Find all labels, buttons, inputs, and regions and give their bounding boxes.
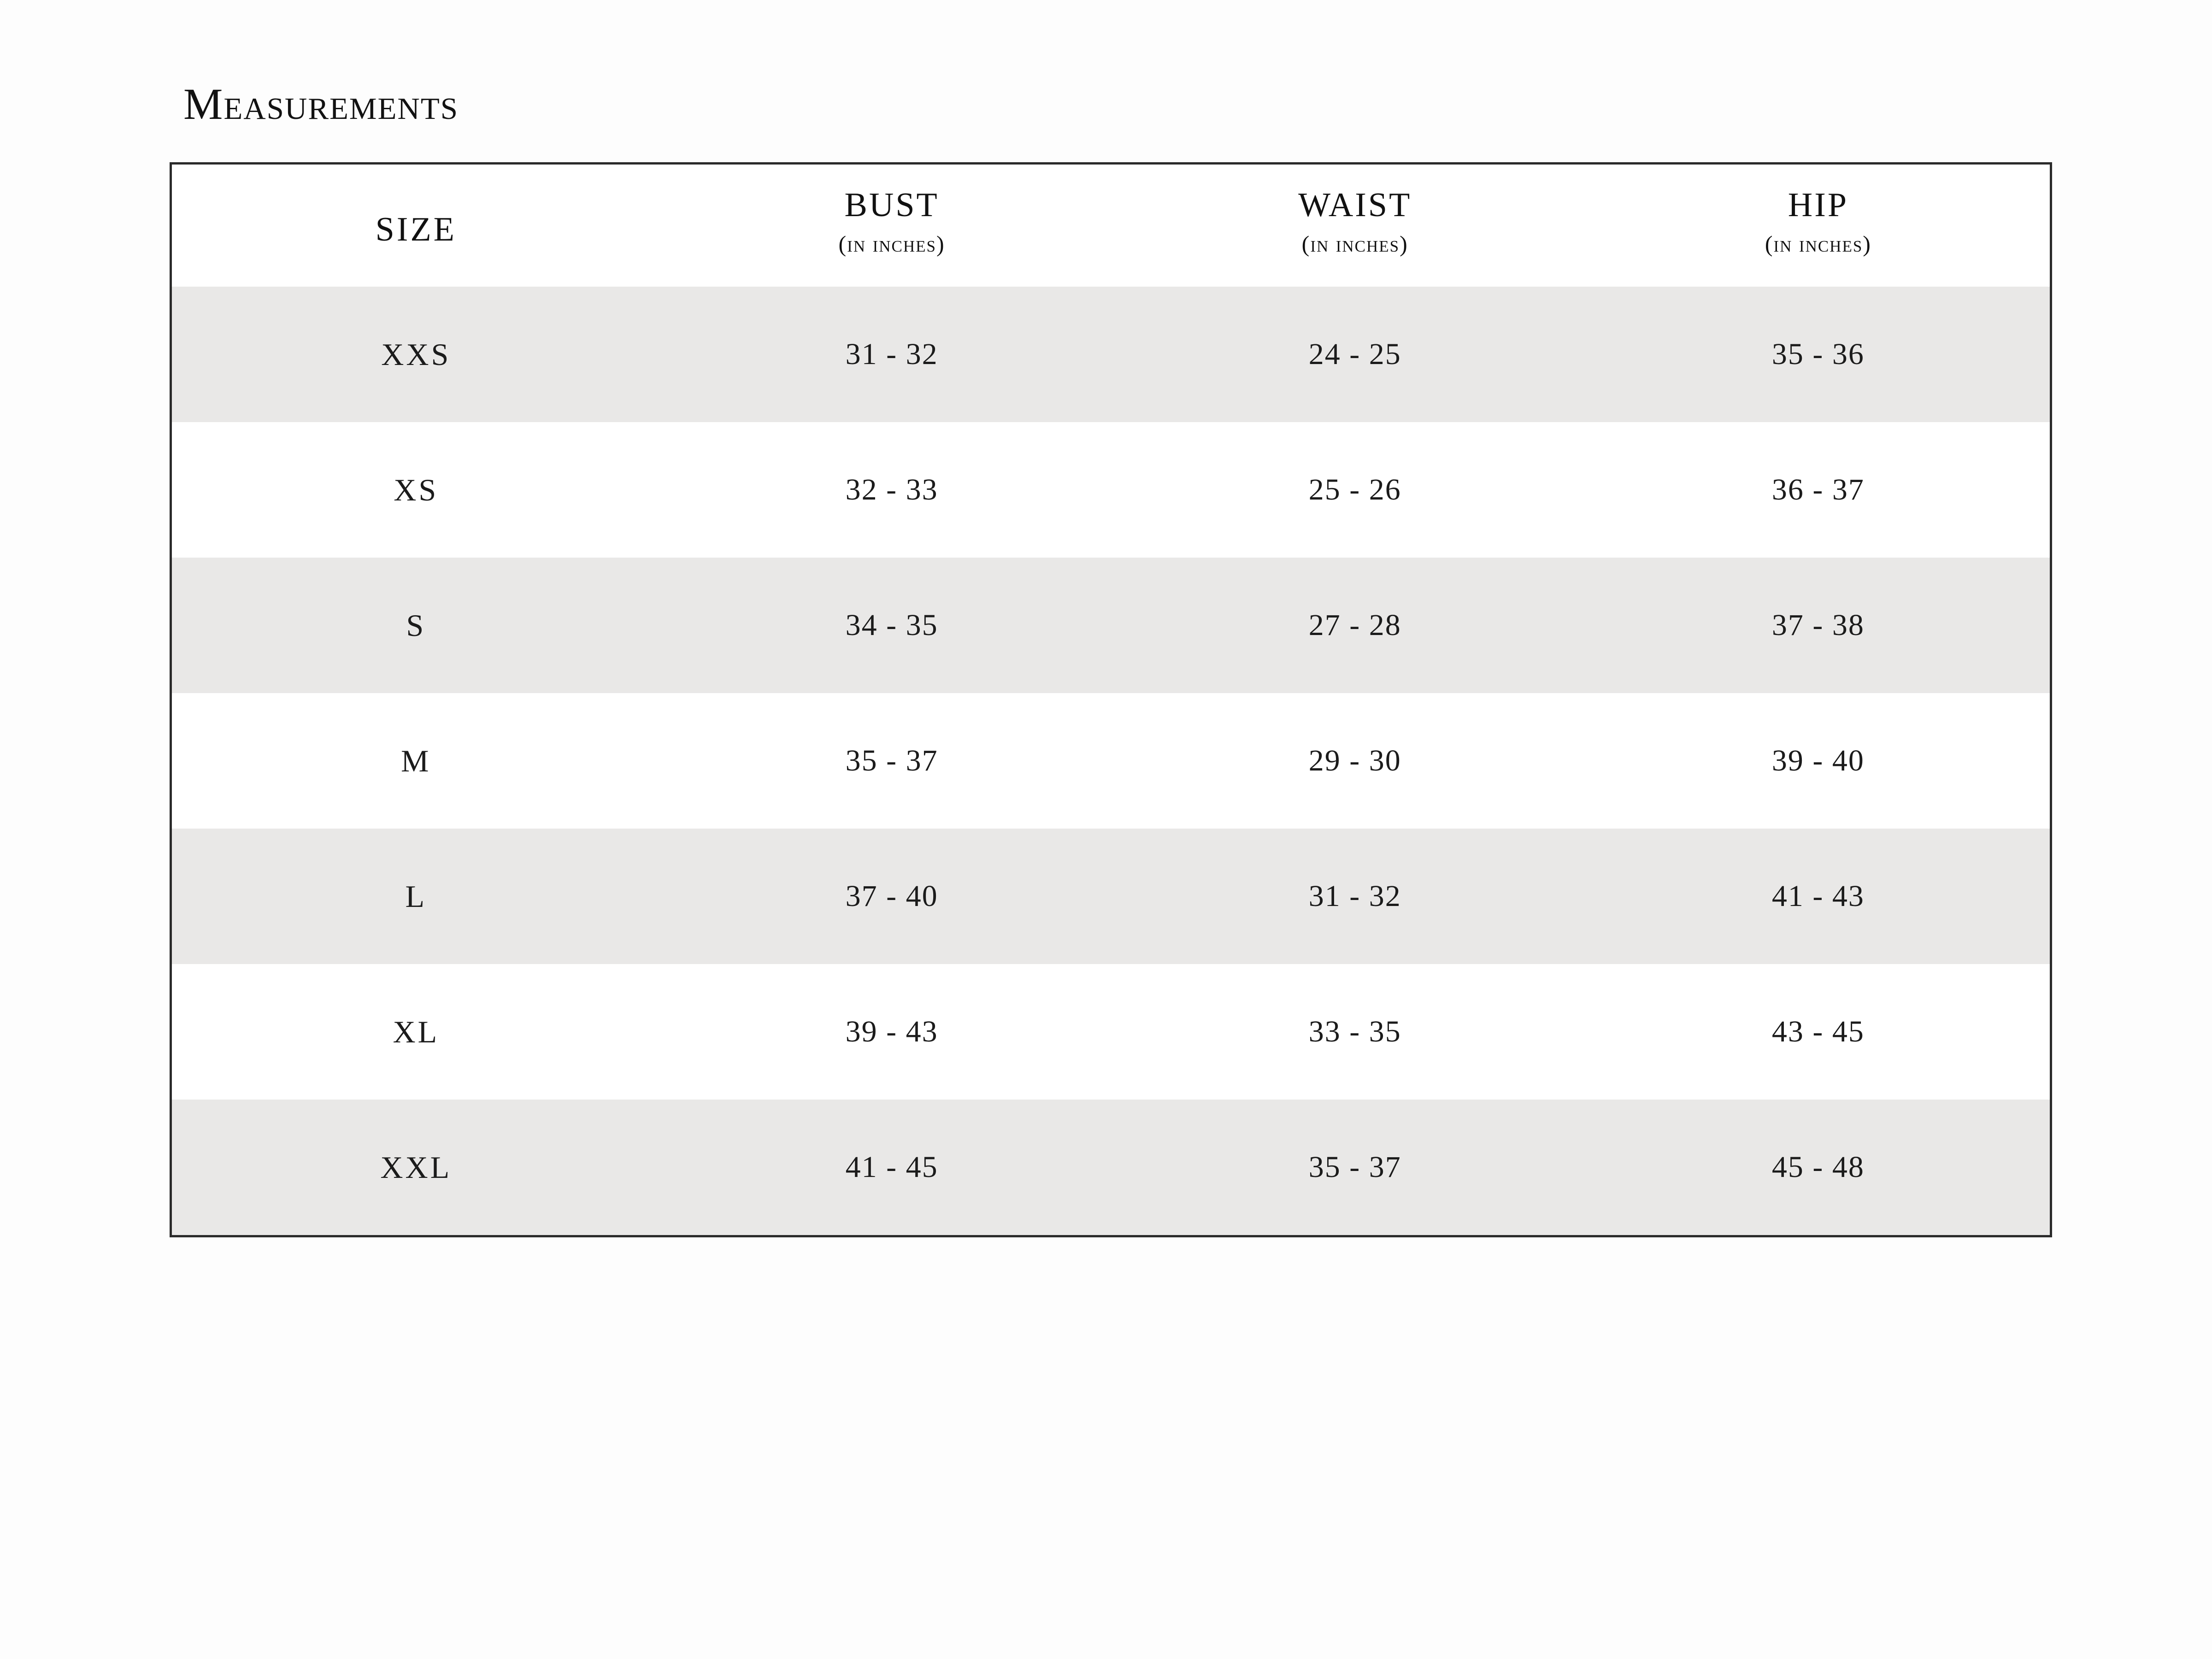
value-bust: 32 - 33 [845,473,938,507]
column-header-bust-unit: (in inches) [838,231,945,257]
value-bust: 35 - 37 [845,744,938,778]
table-row [172,964,2050,1100]
column-header-size [172,165,660,287]
cell-waist [1124,422,1587,558]
cell-hip [1587,422,2050,558]
value-size: L [405,878,427,914]
value-hip: 41 - 43 [1771,879,1865,913]
column-header-waist-unit: (in inches) [1301,231,1408,257]
cell-size [172,964,660,1100]
value-size: XS [394,472,439,507]
table-row [172,1100,2050,1235]
cell-bust [660,1100,1124,1235]
table-row [172,422,2050,558]
column-header-hip-label: HIP [1788,186,1849,224]
cell-waist [1124,693,1587,829]
cell-bust [660,693,1124,829]
table-row [172,693,2050,829]
cell-bust [660,964,1124,1100]
cell-waist [1124,1100,1587,1235]
value-bust: 34 - 35 [845,608,938,642]
value-size: XXL [380,1149,452,1185]
cell-size [172,693,660,829]
value-hip: 45 - 48 [1771,1150,1865,1184]
value-bust: 37 - 40 [845,879,938,913]
value-waist: 24 - 25 [1308,337,1401,371]
value-hip: 36 - 37 [1771,473,1865,507]
cell-bust [660,558,1124,693]
table-row [172,558,2050,693]
table-body [172,287,2050,1235]
value-waist: 29 - 30 [1308,744,1401,778]
table-header [172,165,2050,287]
cell-size [172,422,660,558]
value-waist: 33 - 35 [1308,1015,1401,1049]
cell-size [172,1100,660,1235]
page-title: Measurements [183,79,459,129]
cell-bust [660,829,1124,964]
table-row [172,829,2050,964]
cell-bust [660,422,1124,558]
cell-waist [1124,287,1587,422]
value-hip: 39 - 40 [1771,744,1865,778]
column-header-waist-label: WAIST [1298,186,1412,224]
column-header-bust-label: BUST [844,186,939,224]
value-bust: 41 - 45 [845,1150,938,1184]
column-header-waist [1124,165,1587,287]
value-size: XL [393,1014,440,1049]
cell-waist [1124,829,1587,964]
value-bust: 31 - 32 [845,337,938,371]
value-size: M [401,743,431,778]
value-bust: 39 - 43 [845,1015,938,1049]
column-header-hip [1587,165,2050,287]
value-waist: 31 - 32 [1308,879,1401,913]
cell-hip [1587,693,2050,829]
cell-size [172,558,660,693]
cell-bust [660,287,1124,422]
value-size: XXS [381,336,451,372]
cell-waist [1124,964,1587,1100]
cell-size [172,829,660,964]
value-hip: 35 - 36 [1771,337,1865,371]
cell-hip [1587,964,2050,1100]
column-header-size-label: SIZE [375,211,457,248]
table-row [172,287,2050,422]
column-header-hip-unit: (in inches) [1765,231,1871,257]
cell-hip [1587,1100,2050,1235]
measurements-table [172,165,2050,1235]
value-waist: 35 - 37 [1308,1150,1401,1184]
cell-size [172,287,660,422]
cell-hip [1587,829,2050,964]
value-hip: 37 - 38 [1771,608,1865,642]
value-size: S [406,607,426,643]
value-waist: 25 - 26 [1308,473,1401,507]
cell-hip [1587,287,2050,422]
column-header-bust [660,165,1124,287]
value-waist: 27 - 28 [1308,608,1401,642]
cell-waist [1124,558,1587,693]
table-header-row [172,165,2050,287]
cell-hip [1587,558,2050,693]
measurements-table-container [170,162,2052,1237]
value-hip: 43 - 45 [1771,1015,1865,1049]
